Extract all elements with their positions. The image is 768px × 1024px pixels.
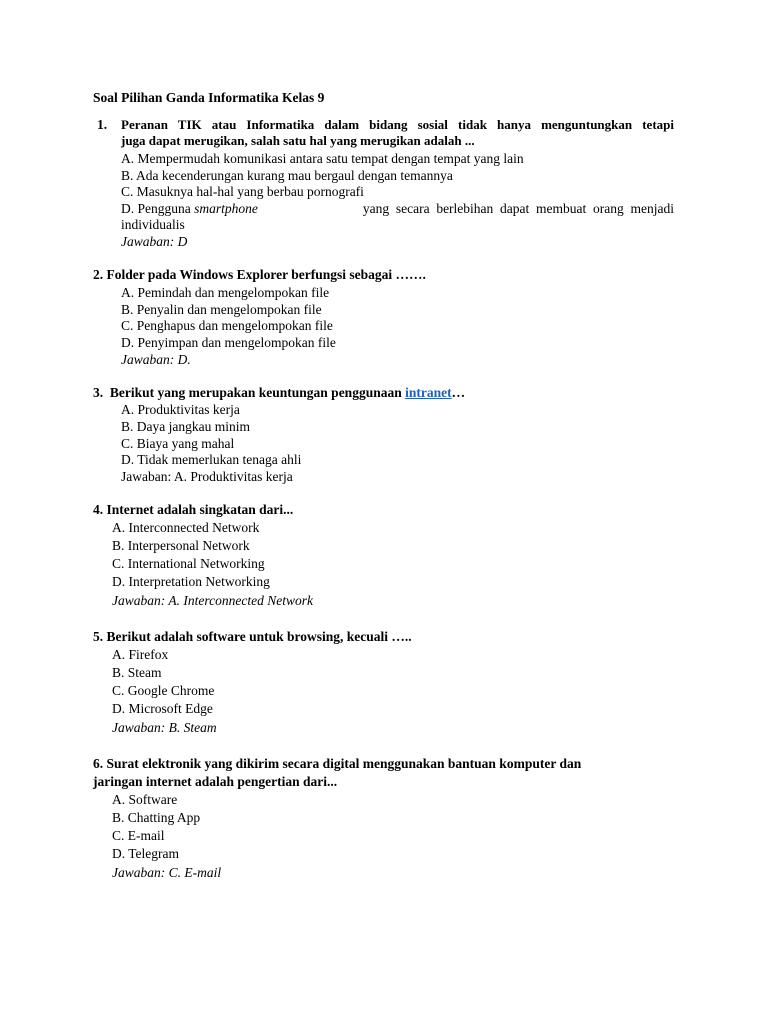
question-1-answer: Jawaban: D	[121, 234, 188, 249]
question-3-text-prefix: 3. Berikut yang merupakan keuntungan penggunaan	[93, 385, 402, 400]
question-1-option-d-prefix: D. Pengguna	[121, 201, 191, 216]
question-6-option-a: A. Software	[112, 792, 178, 807]
question-2-option-c: C. Penghapus dan mengelompokan file	[121, 318, 333, 333]
question-5-option-c: C. Google Chrome	[112, 683, 215, 698]
question-1-option-a: A. Mempermudah komunikasi antara satu tempat dengan tempat yang lain	[121, 151, 524, 166]
question-5-answer: Jawaban: B. Steam	[112, 720, 217, 735]
question-2-text: 2. Folder pada Windows Explorer berfungsi sebagai …….	[93, 267, 426, 282]
question-3-text-suffix: …	[451, 385, 466, 400]
question-5-text: 5. Berikut adalah software untuk browsing, kecuali …..	[93, 629, 412, 644]
question-3-option-c: C. Biaya yang mahal	[121, 436, 235, 451]
question-2-answer: Jawaban: D.	[121, 352, 191, 367]
question-3-answer: Jawaban: A. Produktivitas kerja	[121, 469, 293, 484]
question-3-text	[93, 384, 465, 401]
question-4-text: 4. Internet adalah singkatan dari...	[93, 502, 294, 517]
question-1-option-c: C. Masuknya hal-hal yang berbau pornografi	[121, 184, 364, 199]
question-4-option-c: C. International Networking	[112, 556, 265, 571]
question-1-option-d-italic: smartphone	[194, 201, 258, 216]
question-6-option-d: D. Telegram	[112, 846, 180, 861]
question-4-option-a: A. Interconnected Network	[112, 520, 260, 535]
question-6-line-2: jaringan internet adalah pengertian dari...	[93, 774, 338, 789]
question-2-option-d: D. Penyimpan dan mengelompokan file	[121, 335, 336, 350]
question-6-option-b: B. Chatting App	[112, 810, 201, 825]
question-3-option-b: B. Daya jangkau minim	[121, 419, 250, 434]
question-6-answer: Jawaban: C. E-mail	[112, 865, 222, 880]
question-6-line-1: 6. Surat elektronik yang dikirim secara digital menggunakan bantuan komputer dan	[93, 756, 582, 771]
question-6-option-c: C. E-mail	[112, 828, 165, 843]
question-5-option-a: A. Firefox	[112, 647, 169, 662]
question-1-option-d	[121, 200, 674, 217]
question-2-option-a: A. Pemindah dan mengelompokan file	[121, 285, 330, 300]
question-1-number: 1.	[97, 117, 108, 132]
question-2-option-b: B. Penyalin dan mengelompokan file	[121, 302, 322, 317]
question-3-option-d: D. Tidak memerlukan tenaga ahli	[121, 452, 302, 467]
question-4-option-d: D. Interpretation Networking	[112, 574, 270, 589]
document-title: Soal Pilihan Ganda Informatika Kelas 9	[93, 90, 325, 105]
question-1-option-b: B. Ada kecenderungan kurang mau bergaul dengan temannya	[121, 168, 453, 183]
question-1-option-d-rest: yang secara berlebihan dapat membuat orang menjadi	[362, 201, 674, 216]
question-4-answer: Jawaban: A. Interconnected Network	[112, 593, 313, 608]
question-1-line-1: Peranan TIK atau Informatika dalam bidang sosial tidak hanya menguntungkan tetapi	[121, 117, 674, 132]
question-1-option-d-line-2: individualis	[121, 217, 185, 232]
question-4-option-b: B. Interpersonal Network	[112, 538, 250, 553]
intranet-link[interactable]: intranet	[405, 385, 452, 400]
question-3-option-a: A. Produktivitas kerja	[121, 402, 240, 417]
question-5-option-d: D. Microsoft Edge	[112, 701, 213, 716]
question-1-line-2: juga dapat merugikan, salah satu hal yang merugikan adalah ...	[121, 133, 475, 148]
question-5-option-b: B. Steam	[112, 665, 162, 680]
